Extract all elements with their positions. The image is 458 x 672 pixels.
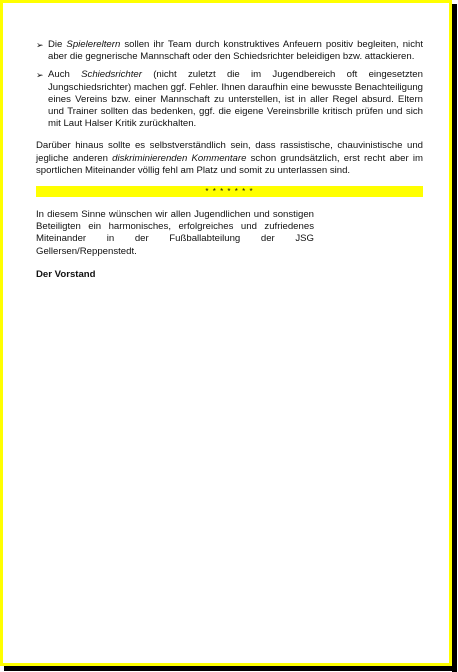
document-body [36, 39, 423, 281]
bullet-spielereltern [36, 39, 423, 63]
bullet-text-post: sollen ihr Team durch konstruktives Anfeuern positiv begleiten, nicht aber die gegnerische Mannschaft oder den Schiedsrichter beleidigen bzw. attackieren. [48, 39, 423, 63]
page-shadow-right [452, 4, 457, 672]
separator-bar: * * * * * * * [36, 186, 423, 197]
bullet-text-post: (nicht zuletzt die im Jugendbereich oft eingesetzten Jungschiedsrichter) machen ggf. Fehler. Ihnen daraufhin eine bewusste Benachteiligung eines Vereins bzw. einer Mannschaft zu unterstellen, ist in aller Regel absurd. Eltern und Trainer sollten das bedenken, ggf. die eigene Vereinsbrille kritisch prüfen und sich mit Laut Halser Kritik zurückhalten. [48, 69, 423, 130]
signature: Der Vorstand [36, 268, 96, 280]
paragraph-emphasis: diskriminierenden Kommentare [112, 152, 247, 164]
bullet-text-pre: Auch [48, 69, 82, 81]
bullet-text-pre: Die [48, 39, 67, 50]
paragraph-text-pre: Darüber hinaus sollte es selbstverständlich sein, dass rassistische, chauvinistische und jegliche anderen [36, 140, 423, 164]
page-shadow-bottom [4, 666, 457, 671]
arrow-bullet-icon: ➢ [36, 70, 44, 81]
arrow-bullet-icon: ➢ [36, 40, 44, 50]
bullet-emphasis: Spielereltern [66, 39, 121, 50]
bullet-schiedsrichter [36, 69, 423, 130]
paragraph-text-post: schon grundsätzlich, erst recht aber im sportlichen Miteinander völlig fehl am Platz und somit zu unterlassen sind. [36, 152, 423, 176]
bullet-emphasis: Schiedsrichter [81, 69, 142, 81]
closing-paragraph: In diesem Sinne wünschen wir allen Jugendlichen und sonstigen Beteiligten ein harmonisches, erfolgreiches und zufriedenes Miteinander in der Fußballabteilung der JSG Gellersen/Reppenstedt. [36, 209, 314, 257]
paragraph-diskriminierung [36, 140, 423, 177]
